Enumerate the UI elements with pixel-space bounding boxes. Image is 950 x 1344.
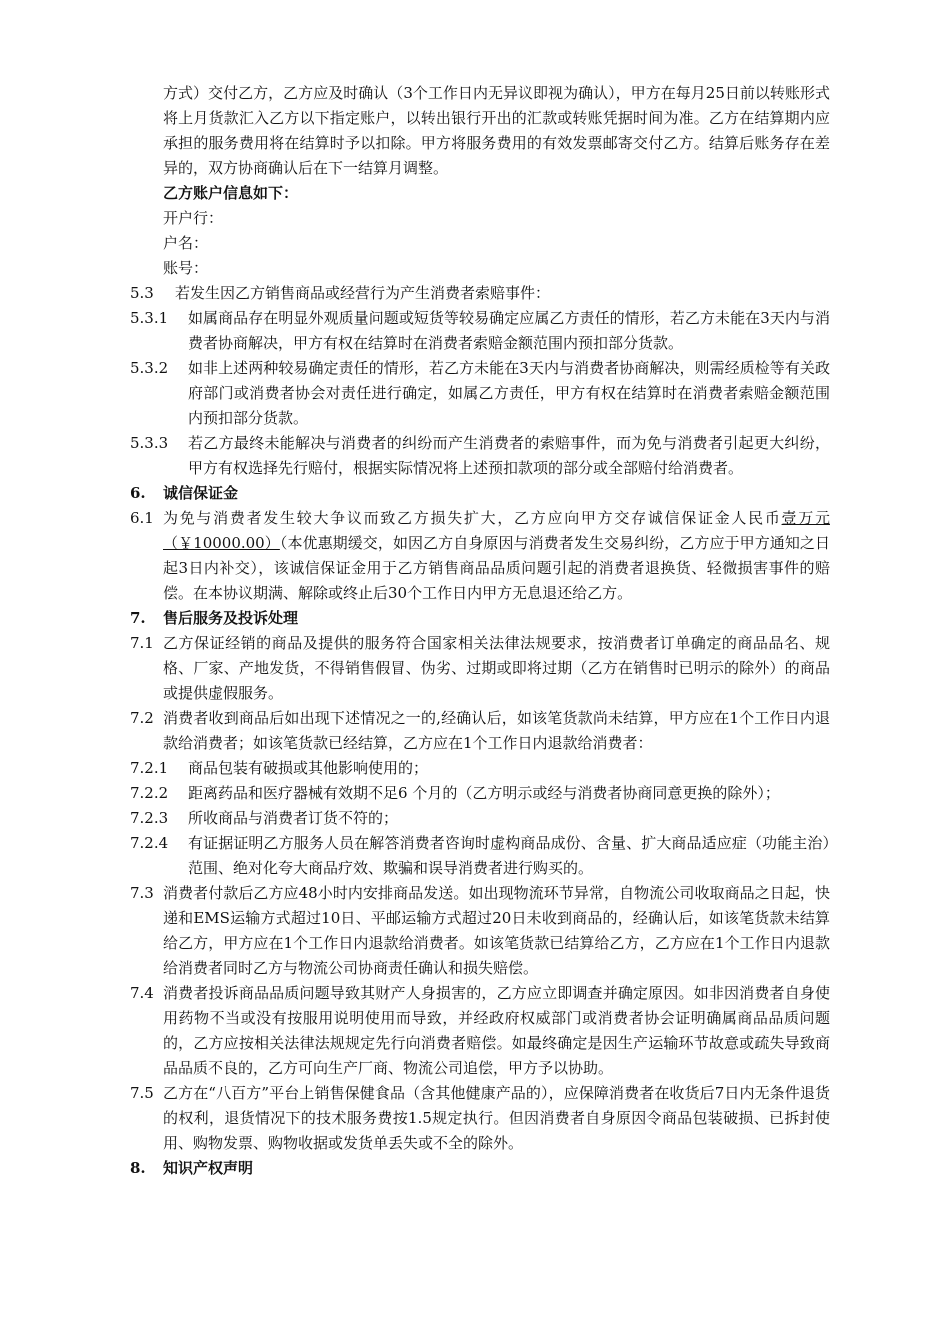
bank-label: 开户行： <box>163 209 224 227</box>
clause-text: 消费者收到商品后如出现下述情况之一的,经确认后，如该笔货款尚未结算，甲方应在1个工作日内退款给消费者；如该笔货款已经结算，乙方应在1个工作日内退款给消费者： <box>163 709 830 752</box>
clause-number: 7.1 <box>130 634 154 652</box>
deposit-text-before: 为免与消费者发生较大争议而致乙方损失扩大，乙方应向甲方交存诚信保证金人民币 <box>163 509 782 527</box>
clause-number: 5.3.1 <box>130 309 169 327</box>
clause-text <box>163 506 830 606</box>
clause-5-3-1 <box>130 306 830 356</box>
clause-text: 商品包装有破损或其他影响使用的； <box>188 759 429 777</box>
clause-7-2-2 <box>130 781 830 806</box>
clause-number: 7.2.4 <box>130 834 169 852</box>
clause-text: 如属商品存在明显外观质量问题或短货等较易确定应属乙方责任的情形，若乙方未能在3天内与消费者协商解决，甲方有权在结算时在消费者索赔金额范围内预扣部分货款。 <box>188 309 830 352</box>
section-8-heading <box>130 1156 830 1181</box>
section-title: 知识产权声明 <box>163 1159 254 1177</box>
clause-number: 7.2.1 <box>130 759 169 777</box>
clause-7-1 <box>130 631 830 706</box>
clause-7-2-1 <box>130 756 830 781</box>
clause-7-2-4 <box>130 831 830 881</box>
clause-text: 如非上述两种较易确定责任的情形，若乙方未能在3天内与消费者协商解决，则需经质检等有关政府部门或消费者协会对责任进行确定，如属乙方责任，甲方有权在结算时在消费者索赔金额范围内预扣部分货款。 <box>188 359 830 427</box>
clause-text: 所收商品与消费者订货不符的； <box>188 809 399 827</box>
clause-text: 若乙方最终未能解决与消费者的纠纷而产生消费者的索赔事件，而为免与消费者引起更大纠纷，甲方有权选择先行赔付，根据实际情况将上述预扣款项的部分或全部赔付给消费者。 <box>188 434 830 477</box>
clause-number: 6.1 <box>130 509 154 527</box>
clause-text: 距离药品和医疗器械有效期不足6 个月的（乙方明示或经与消费者协商同意更换的除外）； <box>188 784 780 802</box>
clause-7-2-3 <box>130 806 830 831</box>
clause-number: 5.3 <box>130 284 154 302</box>
section-6-heading <box>130 481 830 506</box>
section-7-heading <box>130 606 830 631</box>
clause-5-3-3 <box>130 431 830 481</box>
clause-text: 乙方保证经销的商品及提供的服务符合国家相关法律法规要求，按消费者订单确定的商品品名、规格、厂家、产地发货，不得销售假冒、伪劣、过期或即将过期（乙方在销售时已明示的除外）的商品或提供虚假服务。 <box>163 634 830 702</box>
account-number-label: 账号： <box>163 259 209 277</box>
account-name-label: 户名： <box>163 234 209 252</box>
deposit-text-after: （本优惠期缓交，如因乙方自身原因与消费者发生交易纠纷，乙方应于甲方通知之日起3日内补交），该诚信保证金用于乙方销售商品品质问题引起的消费者退换货、轻微损害事件的赔偿。在本协议期满、解除或终止后30个工作日内甲方无息退还给乙方。 <box>163 534 830 602</box>
account-info-heading: 乙方账户信息如下： <box>163 184 299 202</box>
clause-text: 有证据证明乙方服务人员在解答消费者咨询时虚构商品成份、含量、扩大商品适应症（功能主治）范围、绝对化夸大商品疗效、欺骗和误导消费者进行购买的。 <box>188 834 830 877</box>
section-number: 7. <box>130 609 146 627</box>
clause-5-3 <box>130 281 830 306</box>
clause-text: 消费者投诉商品品质问题导致其财产人身损害的，乙方应立即调查并确定原因。如非因消费者自身使用药物不当或没有按服用说明使用而导致，并经政府权威部门或消费者协会证明确属商品品质问题的，乙方应按相关法律法规规定先行向消费者赔偿。如最终确定是因生产运输环节故意或疏失导致商品品质不良的，乙方可向生产厂商、物流公司追偿，甲方予以协助。 <box>163 984 830 1077</box>
clause-number: 7.2.3 <box>130 809 169 827</box>
clause-5-3-2 <box>130 356 830 431</box>
clause-text: 消费者付款后乙方应48小时内安排商品发送。如出现物流环节异常，自物流公司收取商品之日起，快递和EMS运输方式超过10日、平邮运输方式超过20日未收到商品的，经确认后，如该笔货款未结算给乙方，甲方应在1个工作日内退款给消费者。如该笔货款已结算给乙方，乙方应在1个工作日内退款给消费者同时乙方与物流公司协商责任确认和损失赔偿。 <box>163 884 830 977</box>
settlement-paragraph: 方式）交付乙方，乙方应及时确认（3个工作日内无异议即视为确认），甲方在每月25日前以转账形式将上月货款汇入乙方以下指定账户，以转出银行开出的汇款或转账凭据时间为准。乙方在结算期内应承担的服务费用将在结算时予以扣除。甲方将服务费用的有效发票邮寄交付乙方。结算后账务存在差异的，双方协商确认后在下一结算月调整。 <box>163 84 830 177</box>
section-title: 诚信保证金 <box>163 484 239 502</box>
clause-number: 5.3.3 <box>130 434 169 452</box>
clause-7-2 <box>130 706 830 756</box>
clause-6-1 <box>130 506 830 606</box>
clause-7-4 <box>130 981 830 1081</box>
clause-number: 5.3.2 <box>130 359 169 377</box>
clause-7-5 <box>130 1081 830 1156</box>
clause-number: 7.5 <box>130 1084 154 1102</box>
clause-number: 7.4 <box>130 984 154 1002</box>
clause-text: 乙方在“八百方”平台上销售保健食品（含其他健康产品的），应保障消费者在收货后7日内无条件退货的权利，退货情况下的技术服务费按1.5规定执行。但因消费者自身原因令商品包装破损、已拆封使用、购物发票、购物收据或发货单丢失或不全的除外。 <box>163 1084 830 1152</box>
deposit-amount: 壹万元（￥10000.00） <box>163 509 830 552</box>
clause-number: 7.2.2 <box>130 784 169 802</box>
section-title: 售后服务及投诉处理 <box>163 609 299 627</box>
contract-text <box>130 81 830 1181</box>
clause-number: 7.3 <box>130 884 154 902</box>
clause-number: 7.2 <box>130 709 154 727</box>
clause-7-3 <box>130 881 830 981</box>
section-number: 6. <box>130 484 146 502</box>
clause-text: 若发生因乙方销售商品或经营行为产生消费者索赔事件： <box>175 284 551 302</box>
section-number: 8. <box>130 1159 146 1177</box>
